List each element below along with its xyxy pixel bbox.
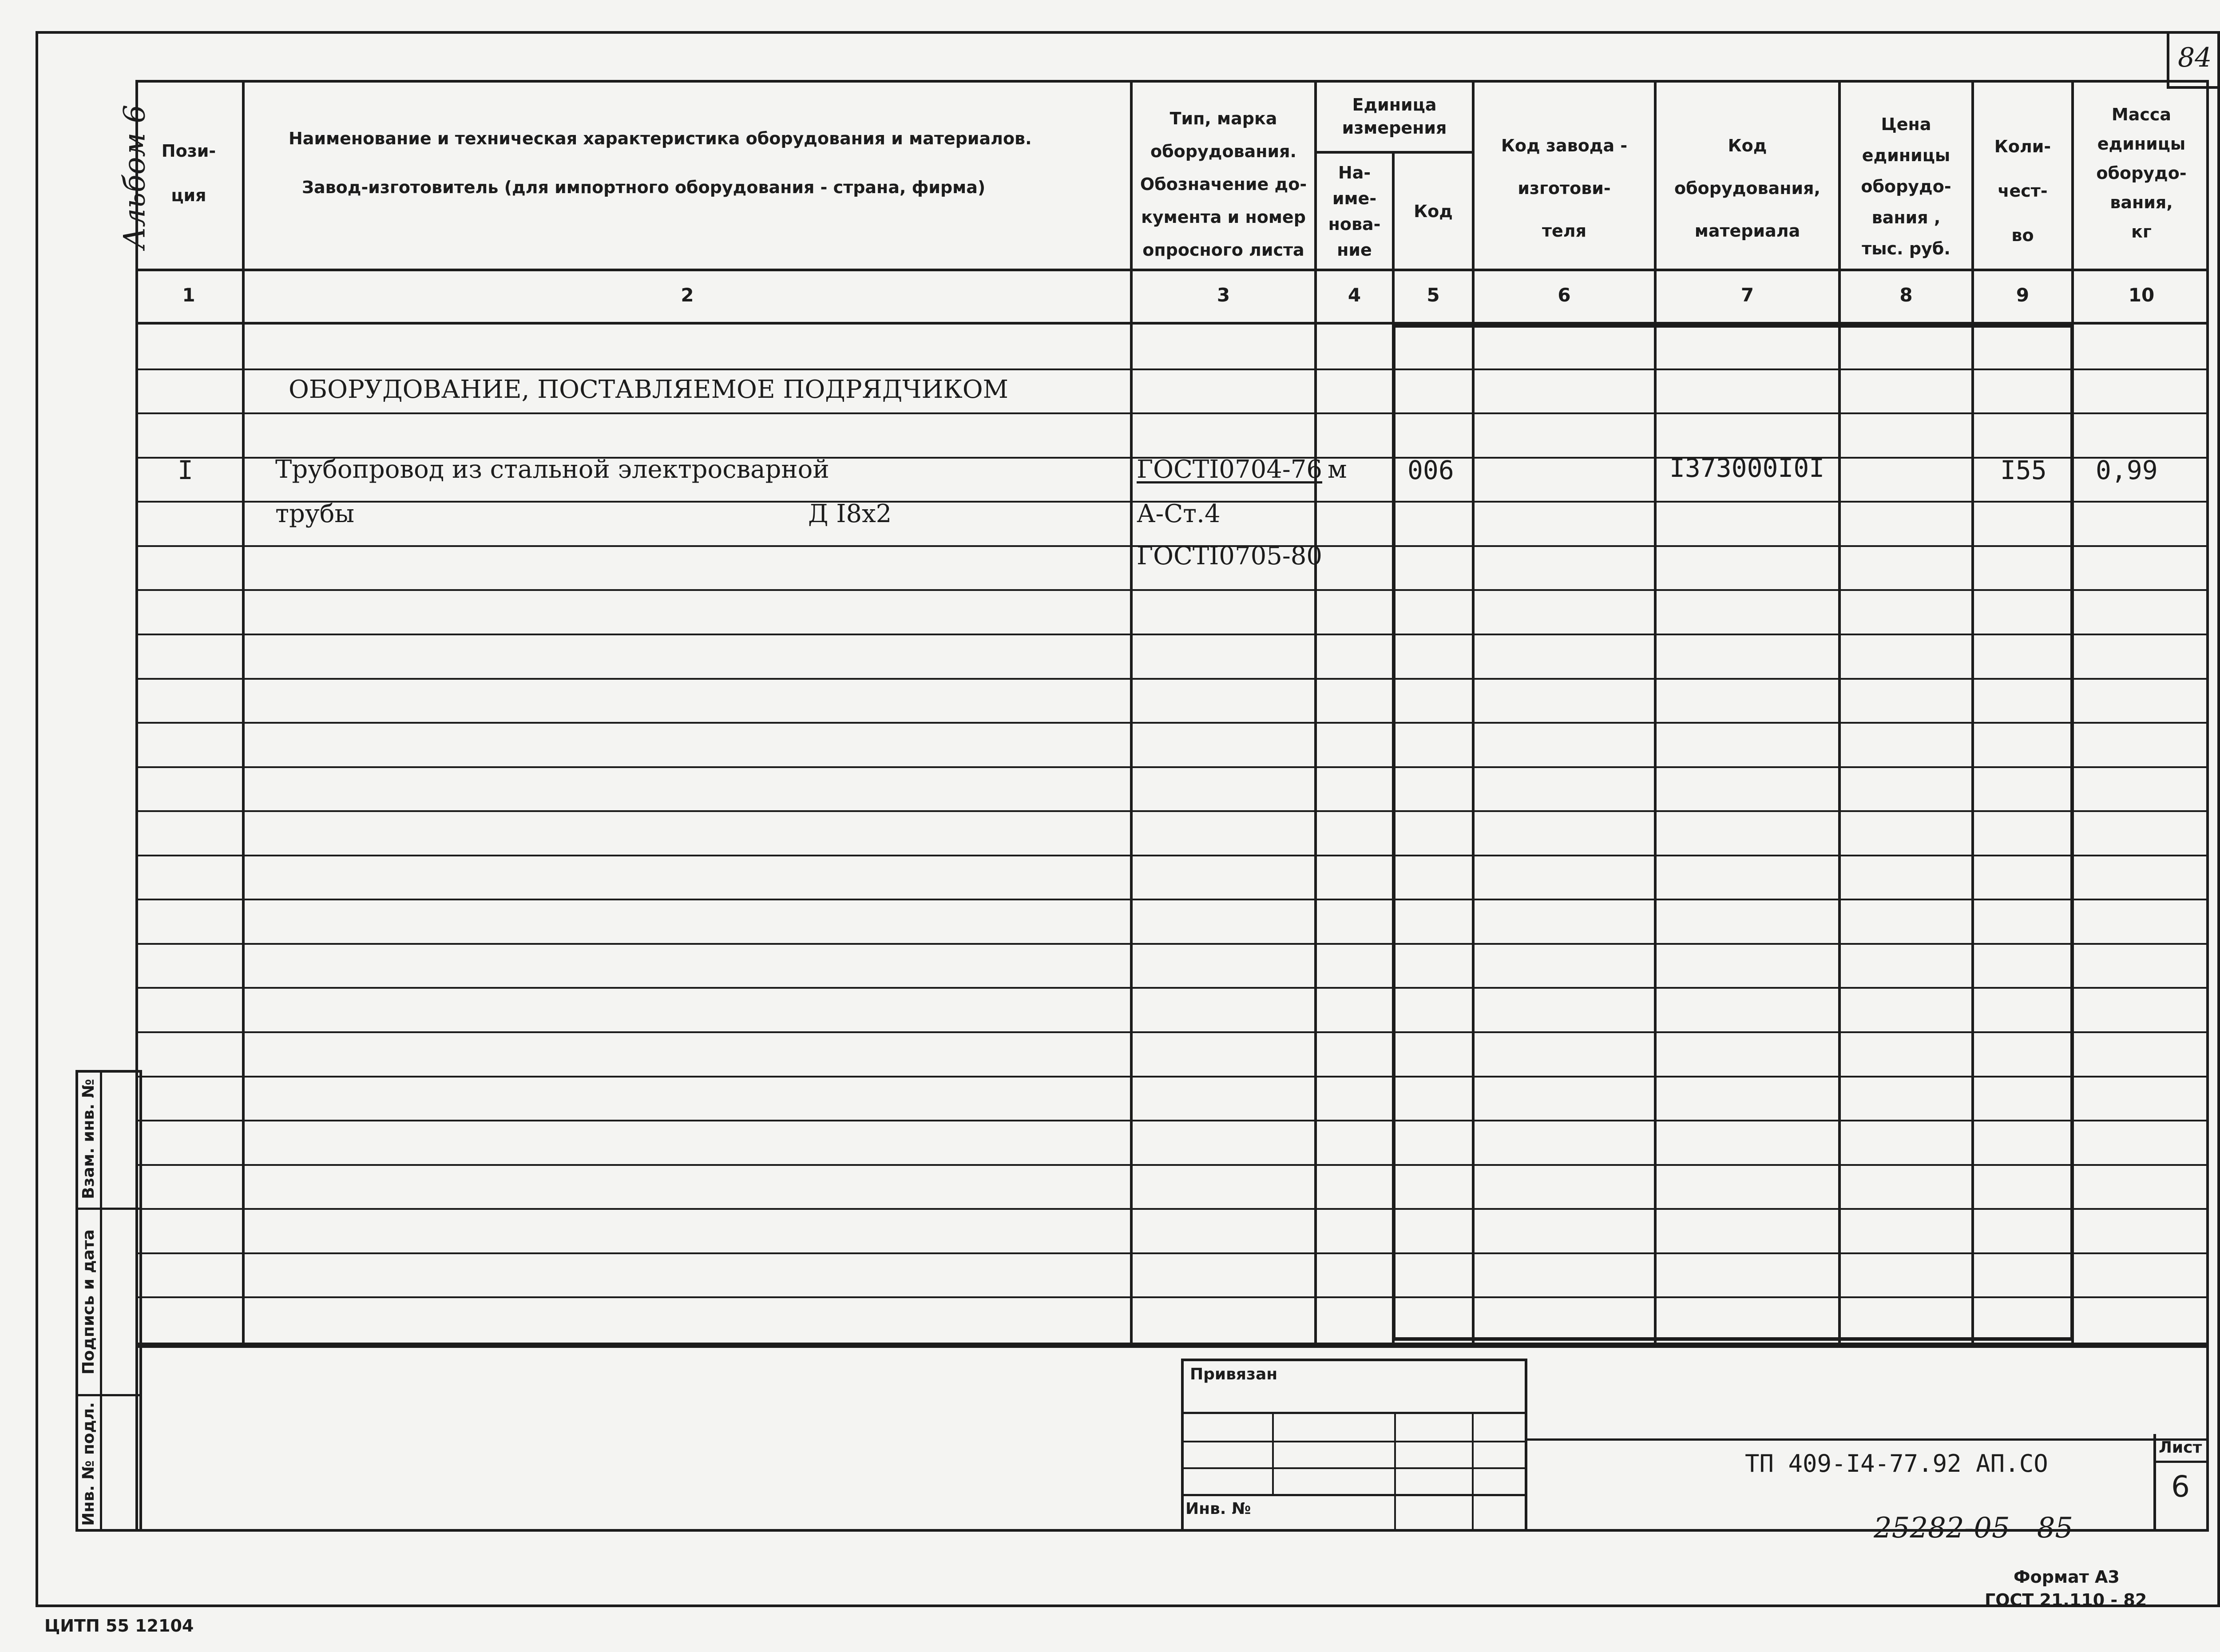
table-row-line — [135, 1208, 2209, 1210]
colnum-3: 3 — [1217, 284, 1230, 306]
item-quantity: I55 — [2000, 455, 2047, 485]
header-type: Тип, марка оборудования. Обозначение до- кумента и номер опросного листа — [1140, 109, 1307, 260]
sheet-label: Лист — [2159, 1438, 2202, 1457]
side-vzam-inv-label: Взам. инв. № — [79, 1078, 98, 1199]
side-inv-podl — [75, 1396, 101, 1532]
colnum-2: 2 — [681, 284, 694, 306]
item-doc-line2: А-Ст.4 — [1137, 499, 1221, 528]
header-name-line2: Завод-изготовитель (для импортного оборудования - страна, фирма) — [302, 178, 986, 197]
table-row-line — [135, 1076, 2209, 1078]
colnum-5: 5 — [1427, 284, 1440, 306]
item-doc-line1: ГОСТI0704-76 — [1137, 455, 1323, 484]
item-name-size: Д I8x2 — [808, 499, 892, 528]
table-row-line — [135, 1120, 2209, 1121]
header-position: Пози- ция — [161, 141, 216, 205]
header-bottom-line — [135, 269, 2209, 271]
number-row-bottom-line — [135, 322, 2209, 325]
inv-no-label: Инв. № — [1185, 1500, 1251, 1518]
handwritten-code: 25282-05 85 — [1874, 1512, 2073, 1545]
table-row-line — [135, 810, 2209, 812]
table-row-line — [135, 1164, 2209, 1166]
table-row-line — [135, 412, 2209, 414]
header-unit-name: На- име- нова- ние — [1328, 163, 1381, 260]
table-row-line — [135, 855, 2209, 856]
table-row-line — [135, 589, 2209, 591]
designation-top-line — [1527, 1438, 2209, 1441]
table-row-line — [135, 634, 2209, 635]
side-podpis-data — [75, 1210, 101, 1394]
header-price: Цена единицы оборудо- вания , тыс. руб. — [1861, 115, 1951, 258]
header-material-code: Код оборудования, материала — [1674, 136, 1820, 241]
item-mass: 0,99 — [2096, 455, 2158, 485]
privyazan-label: Привязан — [1190, 1365, 1278, 1383]
header-name-line1: Наименование и техническая характеристика оборудования и материалов. — [289, 129, 1032, 148]
printer-mark: ЦИТП 55 12104 — [44, 1616, 194, 1636]
sheet-number: 6 — [2171, 1470, 2190, 1504]
header-manufacturer-code: Код завода - изготови- теля — [1501, 136, 1628, 241]
item-material-code: I373000I0I — [1669, 453, 1825, 483]
table-row-line — [135, 678, 2209, 680]
side-inv-podl-label: Инв. № подл. — [79, 1402, 98, 1526]
sheet-box-line — [2153, 1461, 2209, 1463]
table-row-line — [135, 1296, 2209, 1298]
item-name-line1: Трубопровод из стальной электросварной — [275, 455, 829, 484]
table-row-line — [135, 899, 2209, 900]
colnum-1: 1 — [182, 284, 195, 306]
header-mass: Масса единицы оборудо- вания, кг — [2096, 105, 2187, 242]
designation: ТП 409-I4-77.92 АП.СО — [1745, 1450, 2048, 1478]
header-unit-code: Код — [1414, 202, 1453, 221]
privyazan-col-2 — [1394, 1412, 1396, 1532]
privyazan-col-1 — [1272, 1412, 1274, 1494]
table-row-line — [135, 987, 2209, 989]
item-name-line2: трубы — [275, 499, 355, 528]
colnum-8: 8 — [1899, 284, 1913, 306]
table-row-line — [135, 722, 2209, 724]
header-unit-group: Единица измерения — [1342, 95, 1447, 138]
colnum-9: 9 — [2016, 284, 2030, 306]
privyazan-line-3 — [1181, 1467, 1527, 1469]
album-label: Альбом 6 — [117, 104, 152, 250]
gost-label: ГОСТ 21.110 - 82 — [1985, 1590, 2147, 1610]
table-row-line — [135, 368, 2209, 370]
colnum-4: 4 — [1348, 284, 1361, 306]
privyazan-line-4 — [1181, 1494, 1527, 1496]
colnum-10: 10 — [2128, 284, 2155, 306]
item-unit-name: м — [1328, 455, 1347, 484]
format-label: Формат А3 — [2014, 1567, 2120, 1587]
table-row-line — [135, 1252, 2209, 1254]
table-row-line — [135, 766, 2209, 768]
header-quantity: Коли- чест- во — [1994, 137, 2051, 245]
item-doc-line3: ГОСТI0705-80 — [1137, 542, 1323, 570]
table-row-line — [135, 1031, 2209, 1033]
item-unit-code: 006 — [1407, 455, 1454, 485]
table-row-line — [135, 943, 2209, 945]
section-title: ОБОРУДОВАНИЕ, ПОСТАВЛЯЕМОЕ ПОДРЯДЧИКОМ — [289, 375, 1008, 404]
side-vzam-inv — [75, 1070, 101, 1208]
item-position: I — [178, 455, 193, 485]
corner-number: 84 — [2178, 42, 2212, 73]
sheet-box-divider — [2153, 1434, 2156, 1532]
side-podpis-data-label: Подпись и дата — [79, 1229, 98, 1375]
privyazan-line-2 — [1181, 1441, 1527, 1442]
privyazan-col-3 — [1472, 1412, 1474, 1532]
colnum-7: 7 — [1740, 284, 1754, 306]
privyazan-line-1 — [1181, 1412, 1527, 1414]
unit-header-line — [1314, 151, 1475, 154]
colnum-6: 6 — [1558, 284, 1571, 306]
